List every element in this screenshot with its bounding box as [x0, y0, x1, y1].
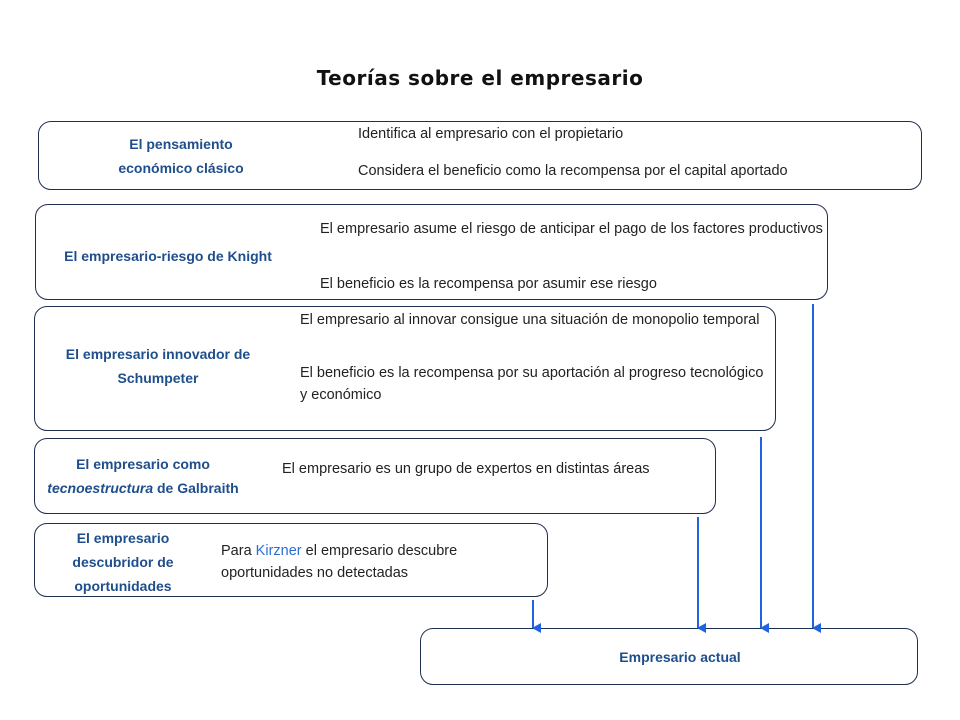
- theory-label-line: El pensamiento: [129, 136, 233, 152]
- theory-label-italic: tecnoestructura: [47, 480, 154, 496]
- theory-label-rest: de Galbraith: [153, 480, 239, 496]
- theory-desc-prefix: Para: [221, 543, 256, 559]
- theory-desc-suffix: el empresario descubre oportunidades no detectadas: [221, 543, 458, 581]
- theory-label-line: El empresario como: [76, 456, 210, 472]
- theory-label-line: oportunidades: [74, 578, 172, 594]
- theory-label-line: Schumpeter: [117, 370, 199, 386]
- theory-label-knight: El empresario-riesgo de Knight: [64, 248, 272, 264]
- result-label: Empresario actual: [619, 649, 741, 665]
- diagram-title: Teorías sobre el empresario: [316, 66, 644, 90]
- theory-label-line: descubridor de: [72, 554, 174, 570]
- theory-label-line: El empresario: [76, 530, 170, 546]
- theory-desc: El empresario es un grupo de expertos en distintas áreas: [282, 461, 650, 477]
- theory-desc: Identifica al empresario con el propietario: [358, 126, 624, 142]
- kirzner-highlight: Kirzner: [255, 543, 302, 559]
- theory-desc: El beneficio es la recompensa por su aportación al progreso tecnológico y económico: [300, 365, 764, 403]
- theory-desc: El empresario al innovar consigue una situación de monopolio temporal: [300, 312, 760, 328]
- theory-label-line: económico clásico: [118, 160, 244, 176]
- theory-desc: El empresario asume el riesgo de anticipar el pago de los factores productivos: [320, 221, 823, 237]
- theory-desc: Considera el beneficio como la recompensa por el capital aportado: [358, 163, 788, 179]
- theory-desc: El beneficio es la recompensa por asumir ese riesgo: [320, 276, 657, 292]
- theory-label-line: El empresario innovador de: [65, 346, 251, 362]
